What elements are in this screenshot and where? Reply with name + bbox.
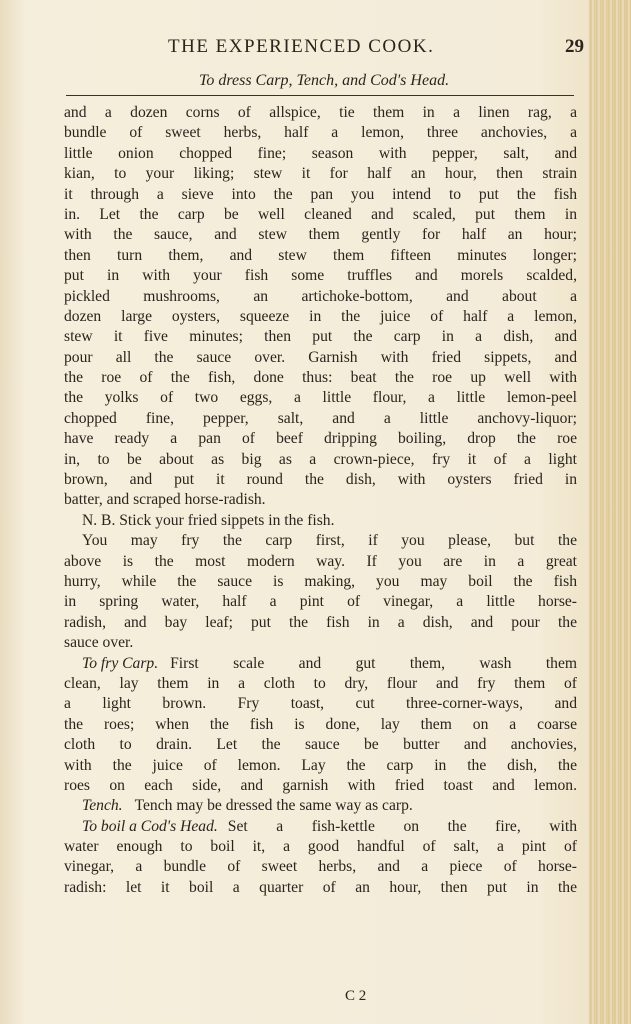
text-line: little onion chopped fine; season with pepper, salt, and bbox=[64, 144, 577, 162]
text-line: it through a sieve into the pan you intend to put the fish bbox=[64, 185, 577, 203]
text-line: bundle of sweet herbs, half a lemon, three anchovies, a bbox=[64, 124, 577, 142]
running-head: THE EXPERIENCED COOK. bbox=[168, 36, 435, 57]
text-line bbox=[64, 796, 577, 816]
text-line: brown, and put it round the dish, with oysters fried in bbox=[64, 471, 577, 489]
text-line: N. B. Stick your fried sippets in the fish. bbox=[82, 511, 335, 529]
page-header bbox=[64, 36, 584, 62]
body-text bbox=[64, 103, 577, 898]
text-line: then turn them, and stew them fifteen minutes longer; bbox=[64, 246, 577, 264]
text-line: have ready a pan of beef dripping boiling, drop the roe bbox=[64, 430, 577, 448]
text-fragment: Tench may be dressed the same way as carp. bbox=[134, 797, 413, 815]
text-line: a light brown. Fry toast, cut three-corner-ways, and bbox=[64, 695, 577, 713]
text-line: above is the most modern way. If you are in a great bbox=[64, 552, 577, 570]
page-fore-edge bbox=[589, 0, 631, 1024]
text-line: batter, and scraped horse-radish. bbox=[64, 491, 266, 509]
subheading-boil-cods-head: To boil a Cod's Head. bbox=[82, 817, 218, 835]
text-line: radish, and bay leaf; put the fish in a dish, and pour the bbox=[64, 613, 577, 631]
text-line: pour all the sauce over. Garnish with fried sippets, and bbox=[64, 348, 577, 366]
text-line: clean, lay them in a cloth to dry, flour and fry them of bbox=[64, 674, 577, 692]
text-line: dozen large oysters, squeeze in the juice of half a lemon, bbox=[64, 307, 577, 325]
text-line: stew it five minutes; then put the carp in a dish, and bbox=[64, 328, 577, 346]
text-line: pickled mushrooms, an artichoke-bottom, and about a bbox=[64, 287, 577, 305]
text-line: vinegar, a bundle of sweet herbs, and a piece of horse- bbox=[64, 858, 577, 876]
text-line: in spring water, half a pint of vinegar, a little horse- bbox=[64, 593, 577, 611]
subheading-tench: Tench. bbox=[82, 797, 123, 815]
text-line: with the sauce, and stew them gently for half an hour; bbox=[64, 226, 577, 244]
text-line: the roes; when the fish is done, lay them on a coarse bbox=[64, 715, 577, 733]
text-line: and a dozen corns of allspice, tie them in a linen rag, a bbox=[64, 104, 577, 121]
text-line: the yolks of two eggs, a little flour, a little lemon-peel bbox=[64, 389, 577, 407]
page-number: 29 bbox=[565, 36, 584, 57]
text-line: You may fry the carp first, if you please, but the bbox=[82, 532, 577, 550]
text-line: put in with your fish some truffles and morels scalded, bbox=[64, 267, 577, 285]
section-title: To dress Carp, Tench, and Cod's Head. bbox=[198, 72, 450, 89]
title-rule bbox=[66, 95, 574, 96]
text-line: hurry, while the sauce is making, you may boil the fish bbox=[64, 572, 577, 590]
text-line: sauce over. bbox=[64, 634, 134, 652]
text-line bbox=[64, 817, 577, 837]
text-line: the roe of the fish, done thus: beat the roe up well with bbox=[64, 369, 577, 387]
text-line: in, to be about as big as a crown-piece, fry it of a light bbox=[64, 450, 577, 468]
text-fragment: First scale and gut them, wash them bbox=[170, 654, 577, 672]
signature-mark: C 2 bbox=[345, 988, 367, 1004]
text-line: in. Let the carp be well cleaned and scaled, put them in bbox=[64, 205, 577, 223]
text-fragment: Set a fish-kettle on the fire, with bbox=[227, 817, 577, 835]
text-line: cloth to drain. Let the sauce be butter and anchovies, bbox=[64, 736, 577, 754]
page-gutter-shadow bbox=[0, 0, 24, 1024]
text-line: water enough to boil it, a good handful of salt, a pint of bbox=[64, 838, 577, 856]
text-line: with the juice of lemon. Lay the carp in the dish, the bbox=[64, 756, 577, 774]
text-line: kian, to your liking; stew it for half an hour, then strain bbox=[64, 165, 577, 183]
subheading-fry-carp: To fry Carp. bbox=[82, 654, 159, 672]
text-line: radish: let it boil a quarter of an hour, then put in the bbox=[64, 878, 577, 896]
text-line bbox=[64, 654, 577, 674]
text-line: roes on each side, and garnish with fried toast and lemon. bbox=[64, 776, 577, 794]
text-line: chopped fine, pepper, salt, and a little anchovy-liquor; bbox=[64, 409, 577, 427]
